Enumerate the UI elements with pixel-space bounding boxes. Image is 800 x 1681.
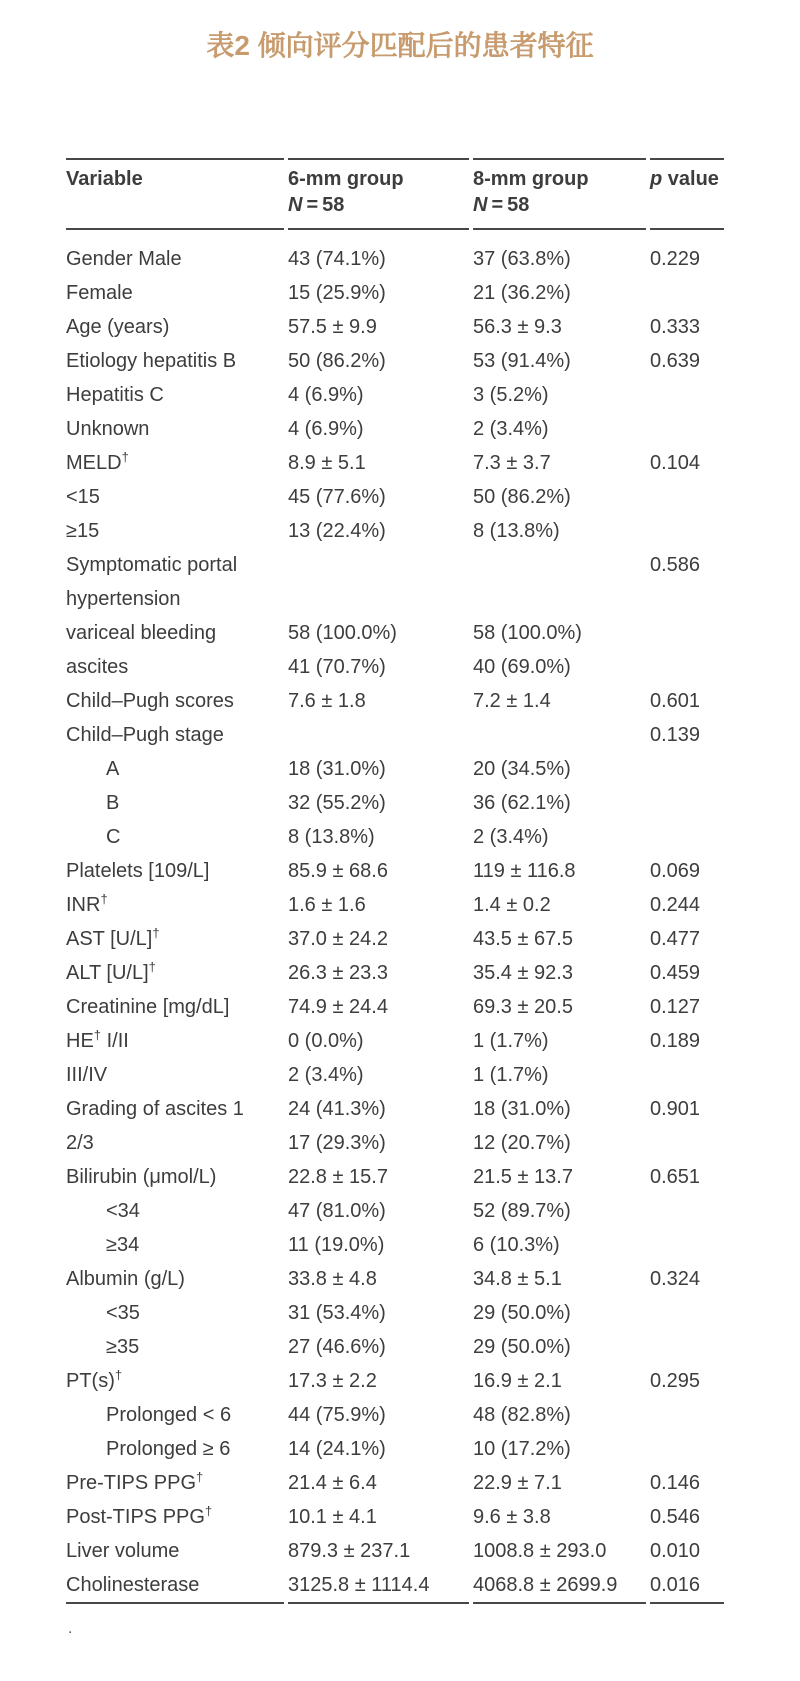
row-variable-cell (66, 242, 284, 276)
row-p-value: 0.324 (650, 1268, 701, 1290)
row-p-value: 0.333 (650, 316, 701, 338)
table-row (66, 276, 724, 310)
row-p-value: 0.651 (650, 1166, 701, 1188)
row-variable-cell (66, 1330, 284, 1364)
row-6mm-value: 27 (46.6%) (288, 1336, 386, 1358)
row-variable-label: Symptomatic portal hypertension (66, 554, 238, 610)
dagger-icon: † (196, 1469, 204, 1485)
row-6mm-value: 17 (29.3%) (288, 1132, 386, 1154)
row-variable-cell (66, 344, 284, 378)
characteristics-table (62, 158, 728, 1604)
row-8mm-value: 1 (1.7%) (473, 1064, 549, 1086)
row-variable-cell (66, 990, 284, 1024)
row-6mm-value: 37.0 ± 24.2 (288, 928, 388, 950)
row-variable-cell (66, 1466, 284, 1500)
row-variable-cell (66, 1024, 284, 1058)
row-6mm-value (288, 548, 469, 616)
row-variable-cell (66, 820, 284, 854)
row-p-value (650, 752, 724, 786)
row-6mm-value: 4 (6.9%) (288, 418, 364, 440)
column-header-8mm-n: N (473, 194, 488, 216)
row-8mm-value: 119 ± 116.8 (473, 860, 576, 882)
table-row (66, 548, 724, 616)
row-variable-cell (66, 854, 284, 888)
row-8mm-value: 2 (3.4%) (473, 826, 549, 848)
row-variable-label: Liver volume (66, 1540, 180, 1562)
row-8mm-value: 12 (20.7%) (473, 1132, 571, 1154)
row-8mm-value: 10 (17.2%) (473, 1438, 571, 1460)
row-p-value: 0.146 (650, 1472, 701, 1494)
column-header-6mm-group (288, 158, 469, 230)
column-header-8mm-group (473, 158, 646, 230)
row-p-value: 0.601 (650, 690, 701, 712)
row-variable-cell (66, 1126, 284, 1160)
row-8mm-value: 58 (100.0%) (473, 622, 582, 644)
row-variable-cell (66, 1568, 284, 1604)
row-p-value (650, 650, 724, 684)
row-variable-label: Age (years) (66, 316, 170, 338)
row-6mm-value: 74.9 ± 24.4 (288, 996, 388, 1018)
row-variable-label: Hepatitis C (66, 384, 164, 406)
row-p-value (650, 786, 724, 820)
table-header-spacer (66, 230, 724, 242)
table-row (66, 1568, 724, 1604)
row-6mm-value: 13 (22.4%) (288, 520, 386, 542)
row-variable-label: Unknown (66, 418, 150, 440)
row-6mm-value: 17.3 ± 2.2 (288, 1370, 377, 1392)
row-6mm-value: 18 (31.0%) (288, 758, 386, 780)
row-8mm-value: 1 (1.7%) (473, 1030, 549, 1052)
row-6mm-value: 43 (74.1%) (288, 248, 386, 270)
row-6mm-value: 85.9 ± 68.6 (288, 860, 388, 882)
table-row (66, 650, 724, 684)
row-variable-label: Bilirubin (μmol/L) (66, 1166, 217, 1188)
row-variable-cell (66, 718, 284, 752)
row-6mm-value: 26.3 ± 23.3 (288, 962, 388, 984)
row-6mm-value: 3125.8 ± 1114.4 (288, 1568, 469, 1604)
table-row (66, 1500, 724, 1534)
row-8mm-value (473, 718, 646, 752)
row-variable-label: MELD (66, 452, 122, 474)
row-8mm-value: 53 (91.4%) (473, 350, 571, 372)
row-variable-cell (66, 480, 284, 514)
row-variable-label: B (106, 792, 120, 814)
column-header-p-rest: value (662, 168, 719, 190)
row-8mm-value: 1.4 ± 0.2 (473, 894, 551, 916)
dagger-icon: † (100, 891, 108, 907)
row-p-value (650, 616, 724, 650)
column-header-6mm-label: 6-mm group (288, 168, 404, 190)
row-p-value: 0.295 (650, 1370, 701, 1392)
row-p-value: 0.139 (650, 724, 701, 746)
row-8mm-value: 4068.8 ± 2699.9 (473, 1568, 646, 1604)
row-variable-label: AST [U/L] (66, 928, 153, 950)
table-row (66, 310, 724, 344)
row-6mm-value: 879.3 ± 237.1 (288, 1540, 411, 1562)
row-6mm-value: 22.8 ± 15.7 (288, 1166, 388, 1188)
row-6mm-value: 47 (81.0%) (288, 1200, 386, 1222)
row-8mm-value: 21 (36.2%) (473, 282, 571, 304)
row-p-value: 0.901 (650, 1098, 701, 1120)
column-header-6mm-n-value: = 58 (302, 194, 345, 216)
row-p-value (650, 378, 724, 412)
table-row (66, 1330, 724, 1364)
table-row (66, 922, 724, 956)
row-8mm-value: 69.3 ± 20.5 (473, 996, 573, 1018)
row-8mm-value: 29 (50.0%) (473, 1336, 571, 1358)
row-6mm-value: 41 (70.7%) (288, 656, 386, 678)
row-variable-label: <15 (66, 486, 100, 508)
table-row (66, 242, 724, 276)
table-row (66, 616, 724, 650)
row-variable-cell (66, 1398, 284, 1432)
row-variable-label: Child–Pugh stage (66, 724, 224, 746)
row-variable-cell (66, 752, 284, 786)
row-6mm-value: 50 (86.2%) (288, 350, 386, 372)
column-header-8mm-label: 8-mm group (473, 168, 589, 190)
table-row (66, 1092, 724, 1126)
row-p-value (650, 1126, 724, 1160)
row-variable-label-suffix: I/II (101, 1030, 129, 1052)
table-row (66, 1058, 724, 1092)
row-8mm-value: 7.2 ± 1.4 (473, 690, 551, 712)
row-variable-label: PT(s) (66, 1370, 115, 1392)
table-row (66, 378, 724, 412)
characteristics-table-wrap (62, 158, 800, 1604)
row-variable-cell (66, 1262, 284, 1296)
dagger-icon: † (204, 1503, 213, 1519)
row-6mm-value: 44 (75.9%) (288, 1404, 386, 1426)
row-p-value (650, 276, 724, 310)
table-row (66, 1024, 724, 1058)
row-p-value (650, 1432, 724, 1466)
row-variable-label: Female (66, 282, 133, 304)
column-header-8mm-n-value: = 58 (487, 194, 530, 216)
table-row (66, 1194, 724, 1228)
dagger-icon: † (114, 1367, 123, 1383)
table-row (66, 684, 724, 718)
column-header-p-italic: p (650, 168, 663, 190)
row-6mm-value (288, 718, 469, 752)
row-8mm-value: 2 (3.4%) (473, 418, 549, 440)
row-p-value (650, 1398, 724, 1432)
row-p-value: 0.189 (650, 1030, 701, 1052)
row-6mm-value: 1.6 ± 1.6 (288, 894, 366, 916)
row-variable-label: Pre-TIPS PPG (66, 1472, 197, 1494)
row-variable-cell (66, 412, 284, 446)
row-variable-cell (66, 1228, 284, 1262)
row-variable-label: ≥34 (106, 1234, 140, 1256)
row-p-value: 0.127 (650, 996, 701, 1018)
row-variable-cell (66, 888, 284, 922)
row-8mm-value: 9.6 ± 3.8 (473, 1506, 551, 1528)
table-row (66, 480, 724, 514)
row-p-value: 0.069 (650, 860, 701, 882)
row-8mm-value: 6 (10.3%) (473, 1234, 560, 1256)
row-p-value: 0.546 (650, 1506, 701, 1528)
table-row (66, 1126, 724, 1160)
table-row (66, 1160, 724, 1194)
row-p-value: 0.010 (650, 1540, 701, 1562)
table-row (66, 956, 724, 990)
row-8mm-value: 8 (13.8%) (473, 520, 560, 542)
row-p-value (650, 514, 724, 548)
row-6mm-value: 10.1 ± 4.1 (288, 1506, 377, 1528)
row-variable-cell (66, 378, 284, 412)
table-row (66, 854, 724, 888)
row-variable-cell (66, 650, 284, 684)
row-variable-label: Gender Male (66, 248, 182, 270)
page (0, 28, 800, 1681)
row-6mm-value: 8.9 ± 5.1 (288, 452, 366, 474)
table-row (66, 990, 724, 1024)
row-variable-cell (66, 922, 284, 956)
row-variable-label: ≥15 (66, 520, 100, 542)
row-variable-label: variceal bleeding (66, 622, 217, 644)
row-6mm-value: 57.5 ± 9.9 (288, 316, 377, 338)
table-row (66, 412, 724, 446)
row-variable-cell (66, 1364, 284, 1398)
row-p-value: 0.244 (650, 894, 701, 916)
row-p-value (650, 820, 724, 854)
row-p-value (650, 1228, 724, 1262)
table-row (66, 1364, 724, 1398)
row-variable-cell (66, 1534, 284, 1568)
row-variable-cell (66, 1432, 284, 1466)
row-variable-label: <34 (106, 1200, 140, 1222)
table-row (66, 752, 724, 786)
row-variable-label: HE (66, 1030, 94, 1052)
row-6mm-value: 58 (100.0%) (288, 622, 397, 644)
row-variable-label: Creatinine [mg/dL] (66, 996, 230, 1018)
table-row (66, 1432, 724, 1466)
row-variable-cell (66, 310, 284, 344)
column-header-6mm-n: N (288, 194, 303, 216)
row-8mm-value: 50 (86.2%) (473, 486, 571, 508)
row-variable-cell (66, 1160, 284, 1194)
row-variable-cell (66, 684, 284, 718)
row-8mm-value (473, 548, 646, 616)
table-header-row (66, 158, 724, 230)
row-variable-label: ≥35 (106, 1336, 140, 1358)
row-variable-label: Etiology hepatitis B (66, 350, 237, 372)
column-header-variable-label: Variable (66, 168, 143, 190)
row-variable-cell (66, 616, 284, 650)
row-6mm-value: 4 (6.9%) (288, 384, 364, 406)
column-header-variable (66, 158, 284, 230)
row-variable-cell (66, 1194, 284, 1228)
column-header-p-value (650, 158, 724, 230)
footnote-dot: . (68, 1620, 73, 1637)
row-6mm-value: 14 (24.1%) (288, 1438, 386, 1460)
row-variable-cell (66, 956, 284, 990)
row-variable-label: <35 (106, 1302, 140, 1324)
row-8mm-value: 7.3 ± 3.7 (473, 452, 551, 474)
table-row (66, 1228, 724, 1262)
row-6mm-value: 33.8 ± 4.8 (288, 1268, 377, 1290)
row-variable-label: ALT [U/L] (66, 962, 149, 984)
row-variable-cell (66, 786, 284, 820)
table-row (66, 820, 724, 854)
row-variable-label: 2/3 (66, 1132, 94, 1154)
row-8mm-value: 48 (82.8%) (473, 1404, 571, 1426)
table-row (66, 344, 724, 378)
row-6mm-value: 24 (41.3%) (288, 1098, 386, 1120)
row-p-value (650, 1330, 724, 1364)
row-variable-label: C (106, 826, 121, 848)
table-row (66, 446, 724, 480)
row-variable-cell (66, 276, 284, 310)
row-6mm-value: 7.6 ± 1.8 (288, 690, 366, 712)
row-variable-label: Post-TIPS PPG (66, 1506, 205, 1528)
row-variable-label: Child–Pugh scores (66, 690, 234, 712)
row-variable-cell (66, 1296, 284, 1330)
table-row (66, 1262, 724, 1296)
row-p-value: 0.586 (650, 554, 701, 576)
row-8mm-value: 16.9 ± 2.1 (473, 1370, 562, 1392)
row-p-value: 0.639 (650, 350, 701, 372)
row-variable-label: Cholinesterase (66, 1574, 200, 1596)
table-row (66, 1398, 724, 1432)
row-variable-cell (66, 548, 284, 616)
row-p-value (650, 412, 724, 446)
table-row (66, 1296, 724, 1330)
dagger-icon: † (152, 925, 160, 941)
row-variable-label: ascites (66, 656, 129, 678)
row-6mm-value: 2 (3.4%) (288, 1064, 364, 1086)
row-variable-label: Platelets [109/L] (66, 860, 210, 882)
row-6mm-value: 31 (53.4%) (288, 1302, 386, 1324)
row-8mm-value: 20 (34.5%) (473, 758, 571, 780)
row-8mm-value: 29 (50.0%) (473, 1302, 571, 1324)
dagger-icon: † (121, 449, 129, 465)
row-6mm-value: 15 (25.9%) (288, 282, 386, 304)
row-variable-cell (66, 514, 284, 548)
row-variable-cell (66, 446, 284, 480)
table-row (66, 718, 724, 752)
row-p-value (650, 480, 724, 514)
row-8mm-value: 34.8 ± 5.1 (473, 1268, 562, 1290)
row-p-value: 0.477 (650, 928, 701, 950)
row-8mm-value: 1008.8 ± 293.0 (473, 1540, 607, 1562)
row-6mm-value: 11 (19.0%) (288, 1234, 385, 1256)
row-6mm-value: 8 (13.8%) (288, 826, 375, 848)
row-p-value (650, 1194, 724, 1228)
row-8mm-value: 56.3 ± 9.3 (473, 316, 562, 338)
row-8mm-value: 40 (69.0%) (473, 656, 571, 678)
row-8mm-value: 22.9 ± 7.1 (473, 1472, 562, 1494)
row-8mm-value: 52 (89.7%) (473, 1200, 571, 1222)
row-6mm-value: 32 (55.2%) (288, 792, 386, 814)
table-row (66, 786, 724, 820)
row-6mm-value: 45 (77.6%) (288, 486, 386, 508)
row-8mm-value: 37 (63.8%) (473, 248, 571, 270)
row-variable-label: Grading of ascites 1 (66, 1098, 244, 1120)
row-8mm-value: 3 (5.2%) (473, 384, 549, 406)
dagger-icon: † (93, 1027, 102, 1043)
row-variable-label: INR (66, 894, 101, 916)
row-p-value: 0.459 (650, 962, 701, 984)
row-8mm-value: 18 (31.0%) (473, 1098, 571, 1120)
row-8mm-value: 36 (62.1%) (473, 792, 571, 814)
row-p-value (650, 1296, 724, 1330)
row-p-value: 0.229 (650, 248, 701, 270)
dagger-icon: † (148, 959, 156, 975)
row-6mm-value: 0 (0.0%) (288, 1030, 364, 1052)
row-variable-label: III/IV (66, 1064, 108, 1086)
row-6mm-value: 21.4 ± 6.4 (288, 1472, 377, 1494)
row-variable-cell (66, 1058, 284, 1092)
row-variable-label: Prolonged < 6 (106, 1404, 232, 1426)
table-row (66, 888, 724, 922)
table-row (66, 514, 724, 548)
row-variable-label: A (106, 758, 120, 780)
page-title: 表2 倾向评分匹配后的患者特征 (206, 30, 594, 61)
table-row (66, 1534, 724, 1568)
row-variable-cell (66, 1092, 284, 1126)
table-row (66, 1466, 724, 1500)
row-p-value: 0.016 (650, 1568, 724, 1604)
row-8mm-value: 35.4 ± 92.3 (473, 962, 573, 984)
row-p-value: 0.104 (650, 452, 701, 474)
row-8mm-value: 43.5 ± 67.5 (473, 928, 573, 950)
row-variable-cell (66, 1500, 284, 1534)
row-variable-label: Albumin (g/L) (66, 1268, 185, 1290)
row-p-value (650, 1058, 724, 1092)
row-8mm-value: 21.5 ± 13.7 (473, 1166, 573, 1188)
row-variable-label: Prolonged ≥ 6 (106, 1438, 231, 1460)
